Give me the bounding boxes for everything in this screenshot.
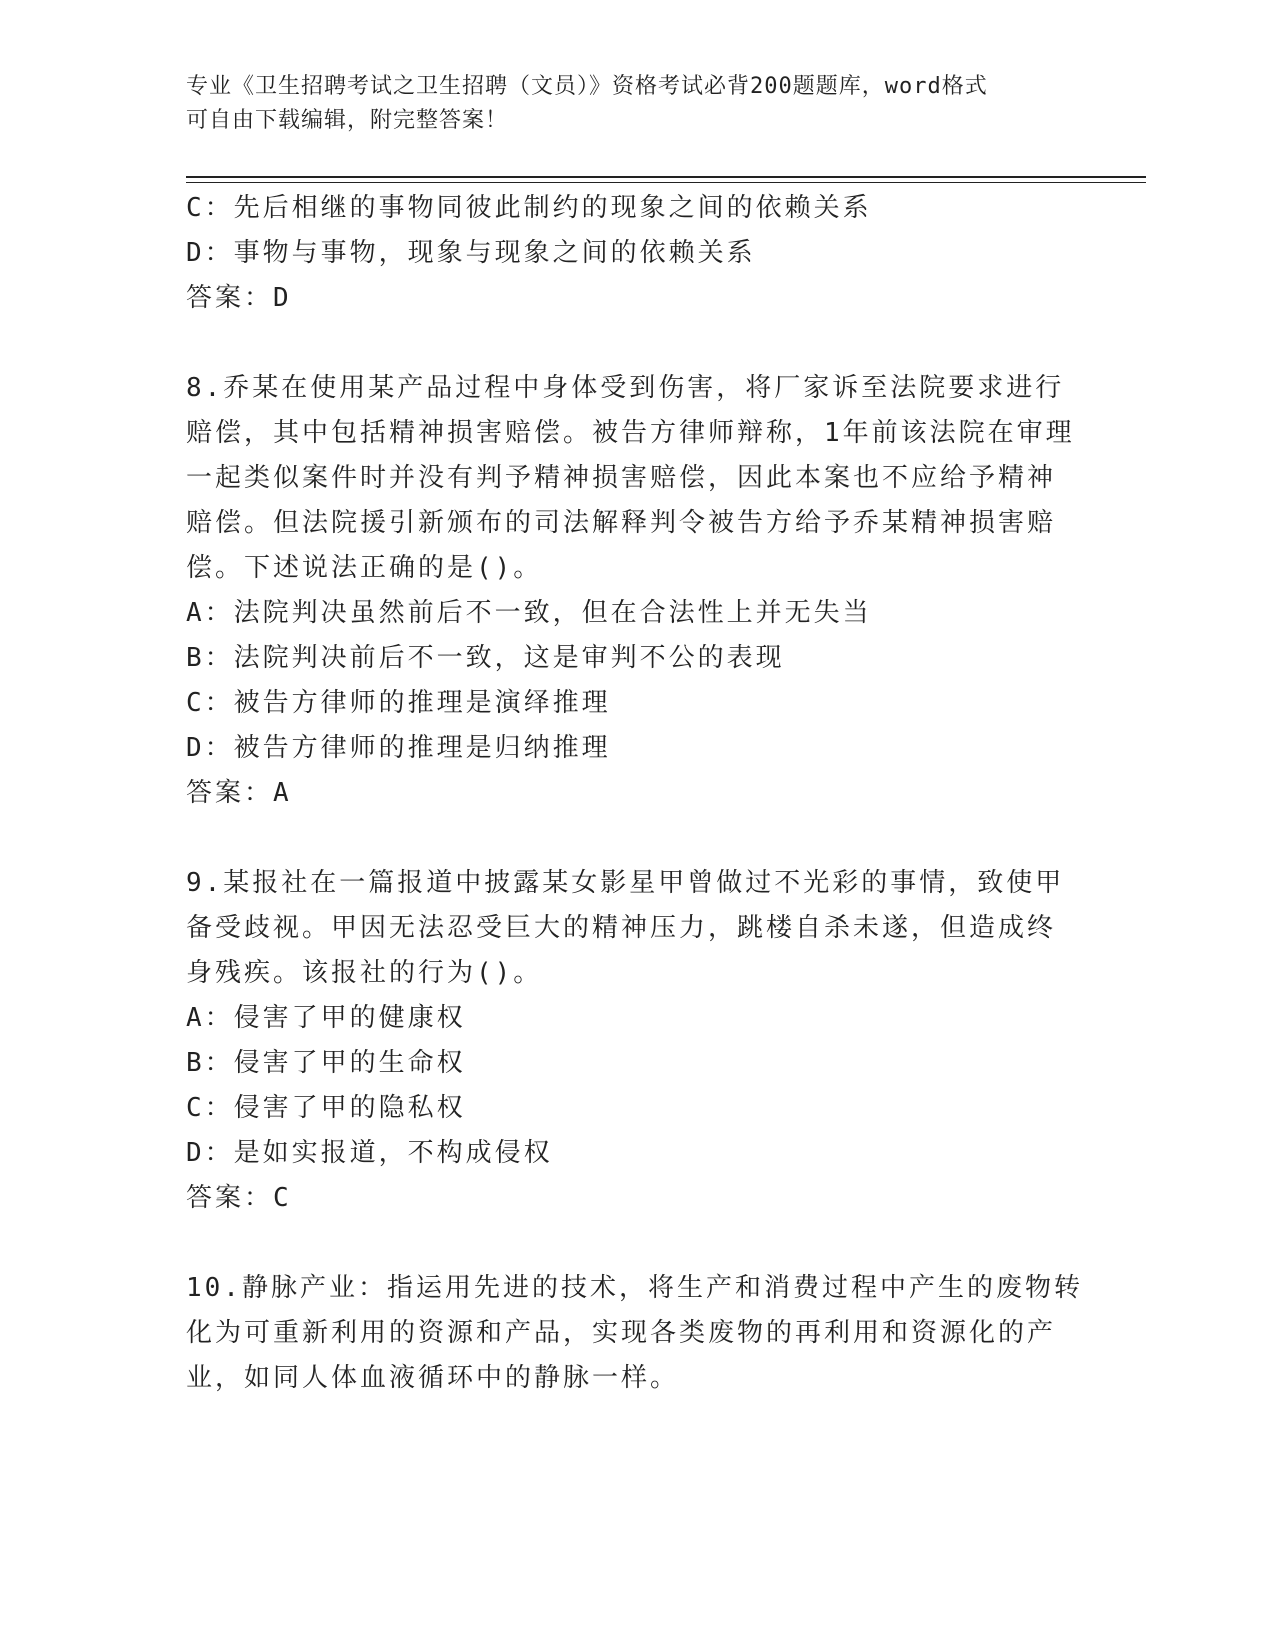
- question-stem-line: 9.某报社在一篇报道中披露某女影星甲曾做过不光彩的事情，致使甲: [186, 868, 1065, 898]
- question-10: [186, 1266, 1086, 1401]
- option-d: D：被告方律师的推理是归纳推理: [186, 733, 611, 763]
- answer: 答案：A: [186, 778, 292, 808]
- question-stem-line: 一起类似案件时并没有判予精神损害赔偿，因此本案也不应给予精神: [186, 463, 1057, 493]
- document-body: [186, 186, 1086, 1401]
- question-stem-line: 赔偿，其中包括精神损害赔偿。被告方律师辩称，1年前该法院在审理: [186, 418, 1075, 448]
- question-stem-line: 10.静脉产业：指运用先进的技术，将生产和消费过程中产生的废物转: [186, 1273, 1083, 1303]
- option-c: C：被告方律师的推理是演绎推理: [186, 688, 611, 718]
- header-line-2: 可自由下载编辑，附完整答案！: [186, 108, 509, 133]
- question-stem-line: 身残疾。该报社的行为()。: [186, 958, 543, 988]
- option-b: B：法院判决前后不一致，这是审判不公的表现: [186, 643, 785, 673]
- option-b: B：侵害了甲的生命权: [186, 1048, 466, 1078]
- header-divider-thin: [186, 182, 1146, 183]
- option-a: A：侵害了甲的健康权: [186, 1003, 466, 1033]
- header-line-1: 专业《卫生招聘考试之卫生招聘（文员）》资格考试必背200题题库，word格式: [186, 74, 988, 99]
- answer: 答案：C: [186, 1183, 292, 1213]
- option-c: C：先后相继的事物同彼此制约的现象之间的依赖关系: [186, 193, 872, 223]
- question-8: [186, 366, 1086, 816]
- document-header: [186, 70, 1086, 138]
- option-a: A：法院判决虽然前后不一致，但在合法性上并无失当: [186, 598, 872, 628]
- question-stem-line: 备受歧视。甲因无法忍受巨大的精神压力，跳楼自杀未遂，但造成终: [186, 913, 1057, 943]
- answer: 答案：D: [186, 283, 292, 313]
- question-stem-line: 业，如同人体血液循环中的静脉一样。: [186, 1363, 680, 1393]
- question-stem-line: 赔偿。但法院援引新颁布的司法解释判令被告方给予乔某精神损害赔: [186, 508, 1057, 538]
- question-7-tail: [186, 186, 1086, 321]
- header-divider-thick: [186, 176, 1146, 178]
- question-stem-line: 偿。下述说法正确的是()。: [186, 553, 543, 583]
- question-stem-line: 化为可重新利用的资源和产品，实现各类废物的再利用和资源化的产: [186, 1318, 1057, 1348]
- option-d: D：事物与事物，现象与现象之间的依赖关系: [186, 238, 756, 268]
- option-c: C：侵害了甲的隐私权: [186, 1093, 466, 1123]
- question-9: [186, 861, 1086, 1221]
- option-d: D：是如实报道，不构成侵权: [186, 1138, 553, 1168]
- question-stem-line: 8.乔某在使用某产品过程中身体受到伤害，将厂家诉至法院要求进行: [186, 373, 1065, 403]
